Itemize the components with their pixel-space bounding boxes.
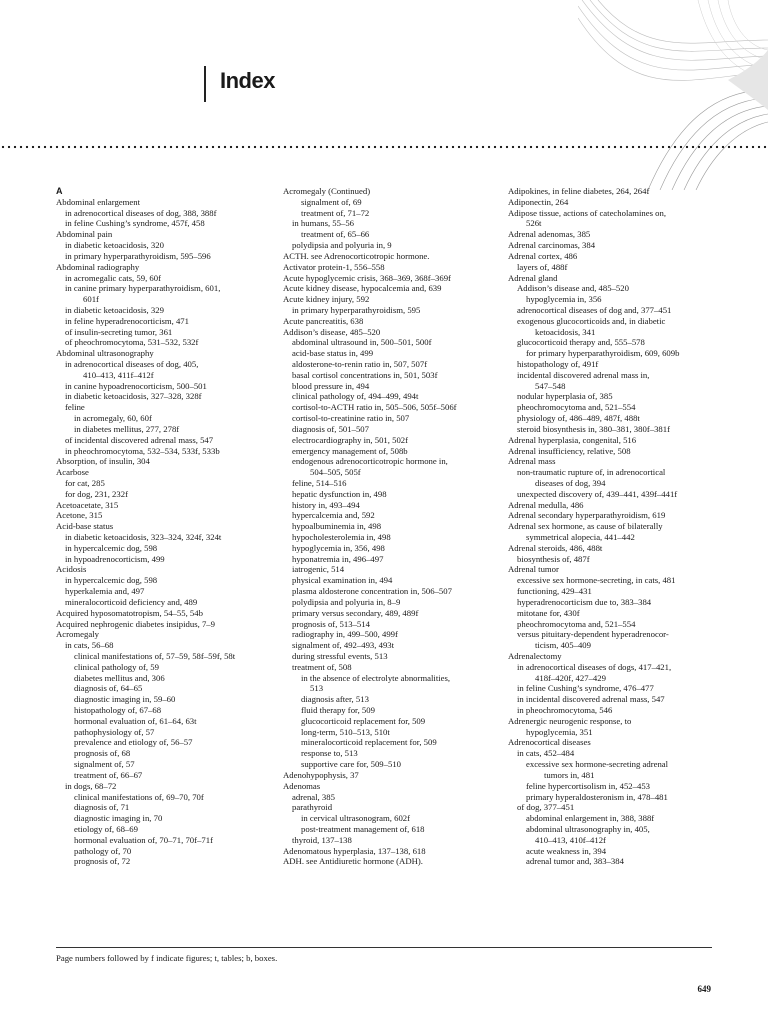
- index-entry: response to, 513: [301, 748, 358, 759]
- page-title: Index: [220, 68, 275, 93]
- index-entry: abdominal ultrasonography in, 405,: [526, 823, 650, 834]
- index-column-3: [508, 186, 723, 867]
- index-entry: in the absence of electrolyte abnormalities,: [301, 672, 451, 683]
- index-entry: signalment of, 492–493, 493t: [292, 640, 395, 651]
- index-entry: etiology of, 68–69: [74, 823, 138, 834]
- dotted-rule: [0, 145, 768, 149]
- index-entry: 547–548: [535, 380, 566, 391]
- index-entry: emergency management of, 508b: [292, 445, 408, 456]
- index-entry: hepatic dysfunction in, 498: [292, 488, 387, 499]
- footnote: Page numbers followed by f indicate figures; t, tables; b, boxes.: [56, 953, 278, 963]
- index-entry: Adipose tissue, actions of catecholamines on,: [508, 207, 667, 218]
- index-entry: Adrenal medulla, 486: [508, 499, 584, 510]
- index-entry: 513: [310, 683, 324, 694]
- index-entry: polydipsia and polyuria in, 8–9: [292, 596, 401, 607]
- index-entry: pheochromocytoma and, 521–554: [517, 402, 636, 413]
- index-entry: of dog, 377–451: [517, 802, 575, 813]
- index-entry: diagnostic imaging in, 59–60: [74, 694, 176, 705]
- index-entry: in canine hypoadrenocorticism, 500–501: [65, 380, 207, 391]
- index-entry: abdominal ultrasound in, 500–501, 500f: [292, 337, 432, 348]
- index-entry: plasma aldosterone concentration in, 506–507: [292, 586, 452, 597]
- index-entry: in diabetic ketoacidosis, 323–324, 324f, 324t: [65, 532, 222, 542]
- index-entry: hypoglycemia in, 356: [526, 294, 602, 305]
- index-entry: post-treatment management of, 618: [301, 823, 425, 834]
- index-entry: aldosterone-to-renin ratio in, 507, 507f: [292, 359, 428, 369]
- index-entry: in incidental discovered adrenal mass, 547: [517, 694, 665, 705]
- index-entry: in primary hyperparathyroidism, 595: [292, 304, 421, 315]
- index-entry: in hypoadrenocorticism, 499: [65, 553, 165, 564]
- index-entry: in diabetes mellitus, 277, 278f: [74, 423, 180, 434]
- index-entry: Activator protein-1, 556–558: [283, 261, 385, 272]
- index-entry: pheochromocytoma and, 521–554: [517, 618, 636, 629]
- page-number: 649: [697, 984, 711, 994]
- index-entry: Adrenal steroids, 486, 488t: [508, 542, 603, 553]
- index-entry: prognosis of, 72: [74, 856, 131, 867]
- index-entry: thyroid, 137–138: [292, 834, 352, 845]
- index-entry: prevalence and etiology of, 56–57: [74, 737, 193, 748]
- index-entry: Adrenal adenomas, 385: [508, 229, 591, 240]
- index-entry: exogenous glucocorticoids and, in diabetic: [517, 315, 666, 326]
- index-entry: Acromegaly (Continued): [283, 186, 371, 196]
- index-entry: for dog, 231, 232f: [65, 488, 128, 499]
- index-entry: during stressful events, 513: [292, 650, 388, 661]
- index-entry: primary versus secondary, 489, 489f: [292, 607, 419, 618]
- index-entry: feline: [65, 402, 85, 413]
- index-entry: in canine primary hyperparathyroidism, 601,: [65, 283, 221, 294]
- index-entry: Adrenal tumor: [508, 564, 559, 575]
- index-entry: diagnosis of, 71: [74, 802, 130, 813]
- index-entry: 410–413, 411f–412f: [83, 369, 154, 380]
- index-entry: parathyroid: [292, 802, 333, 813]
- index-entry: Adrenergic neurogenic response, to: [508, 715, 632, 726]
- index-entry: hormonal evaluation of, 70–71, 70f–71f: [74, 834, 213, 845]
- index-entry: 526t: [526, 218, 542, 229]
- index-entry: treatment of, 508: [292, 661, 352, 672]
- index-entry: primary hyperaldosteronism in, 478–481: [526, 791, 668, 802]
- index-entry: in feline Cushing’s syndrome, 457f, 458: [65, 218, 205, 229]
- index-entry: layers of, 488f: [517, 261, 568, 272]
- index-entry: in adrenocortical diseases of dogs, 417–421,: [517, 661, 672, 672]
- index-entry: Adrenal mass: [508, 456, 556, 467]
- index-entry: mitotane for, 430f: [517, 607, 580, 618]
- index-entry: diagnosis after, 513: [301, 694, 369, 705]
- index-entry: hypercalcemia and, 592: [292, 510, 375, 521]
- index-entry: hyponatremia in, 496–497: [292, 553, 384, 564]
- index-entry: diagnosis of, 501–507: [292, 423, 369, 434]
- index-entry: versus pituitary-dependent hyperadrenocor-: [517, 629, 669, 640]
- index-entry: clinical manifestations of, 69–70, 70f: [74, 791, 204, 802]
- index-entry: feline, 514–516: [292, 477, 347, 488]
- index-entry: Acarbose: [56, 467, 89, 478]
- index-entry: tumors in, 481: [544, 769, 595, 780]
- index-entry: pathophysiology of, 57: [74, 726, 155, 737]
- index-entry: Adenomatous hyperplasia, 137–138, 618: [283, 845, 426, 856]
- index-entry: of incidental discovered adrenal mass, 547: [65, 434, 214, 445]
- index-entry: Acute kidney injury, 592: [283, 294, 370, 305]
- index-entry: in dogs, 68–72: [65, 780, 117, 791]
- index-entry: acute weakness in, 394: [526, 845, 607, 856]
- index-entry: signalment of, 57: [74, 759, 135, 770]
- index-entry: for cat, 285: [65, 477, 105, 488]
- index-entry: of insulin-secreting tumor, 361: [65, 326, 173, 337]
- index-entry: in feline hyperadrenocorticism, 471: [65, 315, 189, 326]
- index-entry: Acute hypoglycemic crisis, 368–369, 368f–369f: [283, 272, 451, 283]
- title-bar-divider: [204, 66, 206, 102]
- index-entry: histopathology of, 491f: [517, 359, 599, 369]
- index-entry: in diabetic ketoacidosis, 320: [65, 240, 164, 251]
- index-entry: non-traumatic rupture of, in adrenocortical: [517, 467, 666, 478]
- index-entry: hypocholesterolemia in, 498: [292, 532, 391, 542]
- index-entry: incidental discovered adrenal mass in,: [517, 369, 650, 380]
- index-entry: hypoalbuminemia in, 498: [292, 521, 382, 532]
- index-entry: history in, 493–494: [292, 499, 360, 510]
- index-entry: acid-base status in, 499: [292, 348, 374, 359]
- index-entry: treatment of, 65–66: [301, 229, 370, 240]
- index-entry: symmetrical alopecia, 441–442: [526, 532, 635, 542]
- index-entry: in diabetic ketoacidosis, 327–328, 328f: [65, 391, 202, 402]
- index-entry: supportive care for, 509–510: [301, 759, 402, 770]
- index-entry: in acromegalic cats, 59, 60f: [65, 272, 162, 283]
- index-entry: Adenomas: [283, 780, 321, 791]
- index-entry: Adrenal hyperplasia, congenital, 516: [508, 434, 637, 445]
- decorative-petal-graphic: [578, 0, 768, 190]
- index-entry: in hypercalcemic dog, 598: [65, 575, 158, 586]
- index-entry: clinical manifestations of, 57–59, 58f–59f, 58t: [74, 650, 236, 661]
- index-entry: basal cortisol concentrations in, 501, 503f: [292, 369, 438, 380]
- index-entry: unexpected discovery of, 439–441, 439f–441f: [517, 488, 678, 499]
- index-entry: in pheochromocytoma, 532–534, 533f, 533b: [65, 445, 220, 456]
- index-entry: hypoglycemia in, 356, 498: [292, 542, 385, 553]
- footnote-rule: [56, 947, 712, 948]
- index-entry: Adrenocortical diseases: [508, 737, 591, 748]
- index-entry: in primary hyperparathyroidism, 595–596: [65, 250, 211, 261]
- index-entry: Adrenal insufficiency, relative, 508: [508, 445, 631, 456]
- index-entry: hormonal evaluation of, 61–64, 63t: [74, 715, 197, 726]
- index-entry: iatrogenic, 514: [292, 564, 345, 575]
- index-entry: abdominal enlargement in, 388, 388f: [526, 813, 655, 824]
- index-entry: Acquired hyposomatotropism, 54–55, 54b: [56, 607, 203, 618]
- index-entry: in pheochromocytoma, 546: [517, 705, 613, 715]
- index-entry: Adrenal secondary hyperparathyroidism, 619: [508, 510, 666, 521]
- index-entry: prognosis of, 513–514: [292, 618, 370, 629]
- index-entry: Abdominal radiography: [56, 261, 140, 272]
- index-entry: signalment of, 69: [301, 196, 362, 207]
- index-entry: Acquired nephrogenic diabetes insipidus, 7–9: [56, 618, 215, 629]
- index-entry: ketoacidosis, 341: [535, 326, 596, 337]
- index-entry: Acute pancreatitis, 638: [283, 315, 364, 326]
- index-entry: excessive sex hormone-secreting adrenal: [526, 759, 669, 770]
- index-entry: Adrenal gland: [508, 272, 558, 283]
- index-entry: Abdominal enlargement: [56, 196, 141, 207]
- index-entry: cortisol-to-ACTH ratio in, 505–506, 505f–506f: [292, 402, 457, 413]
- index-entry: in feline Cushing’s syndrome, 476–477: [517, 683, 654, 694]
- index-entry: Acidosis: [56, 564, 87, 575]
- index-entry: clinical pathology of, 494–499, 494t: [292, 391, 419, 402]
- index-entry: Adenohypophysis, 37: [283, 769, 359, 780]
- index-entry: nodular hyperplasia of, 385: [517, 391, 613, 402]
- index-entry: Acromegaly: [56, 629, 99, 640]
- index-entry: diseases of dog, 394: [535, 477, 606, 488]
- index-entry: electrocardiography in, 501, 502f: [292, 434, 409, 445]
- index-entry: of pheochromocytoma, 531–532, 532f: [65, 337, 199, 348]
- index-entry: 601f: [83, 294, 99, 305]
- index-entry: diabetes mellitus and, 306: [74, 672, 165, 683]
- index-entry: Absorption, of insulin, 304: [56, 456, 150, 467]
- index-entry: Adrenal sex hormone, as cause of bilaterally: [508, 521, 663, 532]
- index-entry: treatment of, 71–72: [301, 207, 370, 218]
- index-entry: hypoglycemia, 351: [526, 726, 593, 737]
- index-entry: excessive sex hormone-secreting, in cats, 481: [517, 575, 676, 586]
- index-entry: ACTH. see Adrenocorticotropic hormone.: [283, 250, 430, 261]
- index-entry: Adrenalectomy: [508, 650, 562, 661]
- index-column-2: [283, 186, 498, 867]
- index-entry: Acetoacetate, 315: [56, 499, 119, 510]
- index-entry: diagnosis of, 64–65: [74, 683, 143, 694]
- index-entry: in cats, 56–68: [65, 640, 114, 651]
- index-entry: in acromegaly, 60, 60f: [74, 413, 152, 424]
- index-entry: 504–505, 505f: [310, 467, 361, 478]
- index-entry: Adiponectin, 264: [508, 196, 569, 207]
- index-entry: adrenal tumor and, 383–384: [526, 856, 624, 867]
- index-entry: glucocorticoid therapy and, 555–578: [517, 337, 645, 348]
- index-entry: 418f–420f, 427–429: [535, 672, 606, 683]
- index-entry: cortisol-to-creatinine ratio in, 507: [292, 413, 410, 424]
- index-entry: biosynthesis of, 487f: [517, 553, 590, 564]
- index-entry: endogenous adrenocorticotropic hormone in,: [292, 456, 448, 467]
- index-entry: in cervical ultrasonogram, 602f: [301, 813, 411, 824]
- index-entry: prognosis of, 68: [74, 748, 131, 759]
- index-entry: in diabetic ketoacidosis, 329: [65, 304, 164, 315]
- index-entry: physical examination in, 494: [292, 575, 393, 586]
- index-entry: adrenal, 385: [292, 791, 335, 802]
- index-entry: diagnostic imaging in, 70: [74, 813, 163, 824]
- index-entry: treatment of, 66–67: [74, 769, 143, 780]
- index-entry: long-term, 510–513, 510t: [301, 726, 390, 737]
- index-entry: hyperadrenocorticism due to, 383–384: [517, 596, 652, 607]
- index-entry: ADH. see Antidiuretic hormone (ADH).: [283, 856, 423, 867]
- index-entry: in hypercalcemic dog, 598: [65, 542, 158, 553]
- index-entry: for primary hyperparathyroidism, 609, 609b: [526, 348, 680, 359]
- index-entry: mineralocorticoid deficiency and, 489: [65, 596, 198, 607]
- index-entry: fluid therapy for, 509: [301, 705, 375, 715]
- index-entry: physiology of, 486–489, 487f, 488t: [517, 413, 640, 424]
- index-entry: ticism, 405–409: [535, 640, 591, 651]
- index-entry: radiography in, 499–500, 499f: [292, 629, 398, 640]
- index-entry: pathology of, 70: [74, 845, 132, 856]
- index-entry: polydipsia and polyuria in, 9: [292, 240, 392, 251]
- index-letter-heading: A: [56, 186, 63, 196]
- index-entry: in humans, 55–56: [292, 218, 355, 229]
- index-entry: blood pressure in, 494: [292, 380, 370, 391]
- index-entry: in adrenocortical diseases of dog, 388, 388f: [65, 207, 217, 218]
- index-entry: feline hypercortisolism in, 452–453: [526, 780, 651, 791]
- index-entry: 410–413, 410f–412f: [535, 834, 606, 845]
- index-entry: functioning, 429–431: [517, 586, 592, 597]
- index-entry: Acute kidney disease, hypocalcemia and, 639: [283, 283, 442, 294]
- index-column-1: [56, 186, 271, 867]
- index-entry: hyperkalemia and, 497: [65, 586, 145, 597]
- index-entry: in cats, 452–484: [517, 748, 575, 759]
- index-entry: clinical pathology of, 59: [74, 661, 159, 672]
- index-entry: Adrenal cortex, 486: [508, 250, 578, 261]
- index-entry: Addison’s disease, 485–520: [283, 326, 381, 337]
- index-entry: glucocorticoid replacement for, 509: [301, 715, 426, 726]
- index-entry: adrenocortical diseases of dog and, 377–451: [517, 304, 672, 315]
- index-entry: histopathology of, 67–68: [74, 705, 162, 715]
- index-entry: steroid biosynthesis in, 380–381, 380f–381f: [517, 423, 670, 434]
- index-entry: Abdominal pain: [56, 229, 113, 240]
- index-entry: Addison’s disease and, 485–520: [517, 283, 629, 294]
- index-entry: Acetone, 315: [56, 510, 103, 521]
- index-entry: Acid-base status: [56, 521, 114, 532]
- index-entry: Adipokines, in feline diabetes, 264, 264f: [508, 186, 650, 196]
- index-entry: Abdominal ultrasonography: [56, 348, 154, 359]
- index-entry: in adrenocortical diseases of dog, 405,: [65, 359, 199, 369]
- index-entry: mineralocorticoid replacement for, 509: [301, 737, 437, 748]
- index-entry: Adrenal carcinomas, 384: [508, 240, 596, 251]
